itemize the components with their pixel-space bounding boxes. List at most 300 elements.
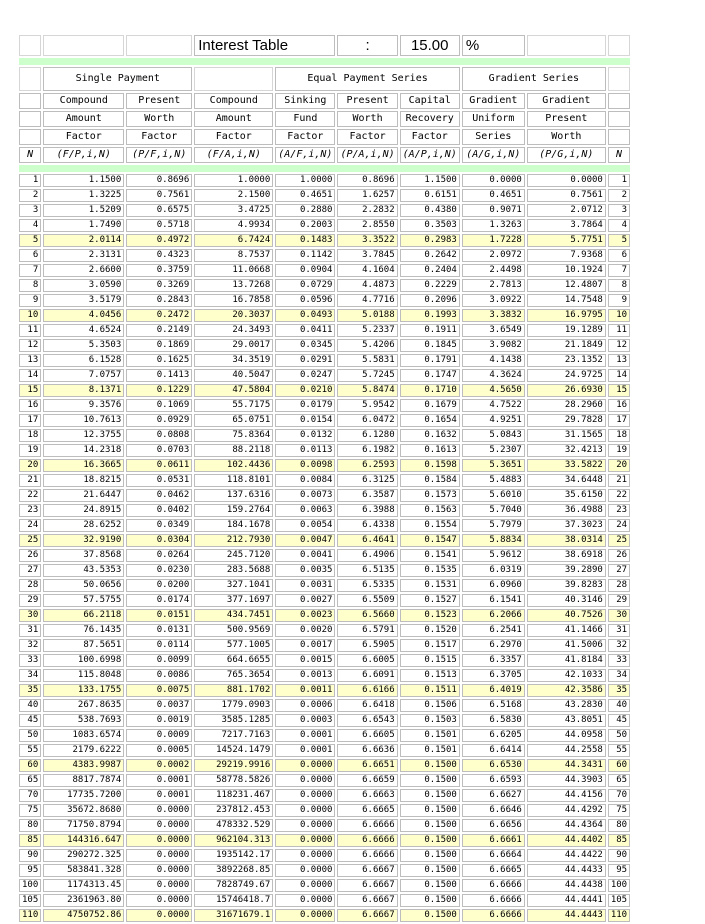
group-blank-cell	[194, 67, 273, 91]
column-header-cell: Capital	[400, 93, 460, 109]
factor-cell: 0.0000	[275, 759, 335, 772]
factor-cell: 66.2118	[43, 609, 124, 622]
factor-cell: 76.1435	[43, 624, 124, 637]
period-cell: 13	[608, 354, 630, 367]
factor-cell: 1.5209	[43, 204, 124, 217]
factor-cell: 87.5651	[43, 639, 124, 652]
period-cell: 14	[19, 369, 41, 382]
factor-cell: 40.7526	[527, 609, 606, 622]
table-row	[19, 249, 630, 262]
column-header-cell: Amount	[43, 111, 124, 127]
factor-cell: 0.1413	[126, 369, 192, 382]
factor-cell: 44.4422	[527, 849, 606, 862]
column-header-cell: N	[608, 147, 630, 163]
factor-cell: 0.0000	[275, 774, 335, 787]
factor-cell: 0.0013	[275, 669, 335, 682]
period-cell: 22	[19, 489, 41, 502]
period-cell: 8	[19, 279, 41, 292]
factor-cell: 0.4651	[462, 189, 525, 202]
factor-cell: 57.5755	[43, 594, 124, 607]
period-cell: 11	[19, 324, 41, 337]
factor-cell: 0.0131	[126, 624, 192, 637]
factor-cell: 0.1573	[400, 489, 460, 502]
period-cell: 13	[19, 354, 41, 367]
factor-cell: 6.3587	[337, 489, 397, 502]
factor-cell: 0.0000	[462, 174, 525, 187]
factor-cell: 133.1755	[43, 684, 124, 697]
factor-cell: 42.3586	[527, 684, 606, 697]
period-cell: 60	[608, 759, 630, 772]
factor-cell: 0.0174	[126, 594, 192, 607]
title-colon: :	[337, 35, 397, 56]
factor-cell: 2.7813	[462, 279, 525, 292]
factor-cell: 1.7228	[462, 234, 525, 247]
factor-cell: 2.0712	[527, 204, 606, 217]
factor-cell: 75.8364	[194, 429, 273, 442]
period-cell: 35	[608, 684, 630, 697]
period-cell: 100	[608, 879, 630, 892]
title-row	[19, 35, 630, 56]
factor-cell: 23.1352	[527, 354, 606, 367]
factor-cell: 3.3522	[337, 234, 397, 247]
factor-cell: 3.5179	[43, 294, 124, 307]
factor-cell: 0.3503	[400, 219, 460, 232]
period-cell: 18	[608, 429, 630, 442]
factor-cell: 2.8550	[337, 219, 397, 232]
factor-cell: 40.5047	[194, 369, 273, 382]
factor-cell: 0.0000	[275, 804, 335, 817]
table-row	[19, 519, 630, 532]
factor-cell: 6.4641	[337, 534, 397, 547]
factor-cell: 7.0757	[43, 369, 124, 382]
factor-cell: 0.1500	[400, 789, 460, 802]
factor-cell: 3.3832	[462, 309, 525, 322]
factor-cell: 4383.9987	[43, 759, 124, 772]
table-row	[19, 714, 630, 727]
factor-cell: 0.0001	[126, 774, 192, 787]
factor-cell: 0.6575	[126, 204, 192, 217]
factor-cell: 0.0000	[126, 819, 192, 832]
factor-cell: 6.6418	[337, 699, 397, 712]
factor-cell: 0.0001	[275, 744, 335, 757]
column-header-row	[19, 93, 630, 109]
factor-cell: 18.8215	[43, 474, 124, 487]
factor-cell: 6.2066	[462, 609, 525, 622]
factor-cell: 0.0151	[126, 609, 192, 622]
table-row	[19, 894, 630, 907]
factor-cell: 0.0009	[126, 729, 192, 742]
period-cell: 32	[608, 639, 630, 652]
separator-row	[19, 58, 630, 65]
factor-cell: 0.1229	[126, 384, 192, 397]
factor-cell: 0.1547	[400, 534, 460, 547]
period-cell: 34	[608, 669, 630, 682]
factor-cell: 44.4433	[527, 864, 606, 877]
column-header-cell: Worth	[126, 111, 192, 127]
group-header-row	[19, 67, 630, 91]
factor-cell: 39.8283	[527, 579, 606, 592]
factor-cell: 0.0047	[275, 534, 335, 547]
factor-cell: 32.4213	[527, 444, 606, 457]
factor-cell: 0.0000	[126, 849, 192, 862]
factor-cell: 4.4873	[337, 279, 397, 292]
factor-cell: 88.2118	[194, 444, 273, 457]
factor-cell: 1.1500	[43, 174, 124, 187]
separator-bar	[19, 58, 630, 65]
column-header-cell: Worth	[527, 129, 606, 145]
factor-cell: 2179.6222	[43, 744, 124, 757]
factor-cell: 0.1500	[400, 819, 460, 832]
factor-cell: 0.0023	[275, 609, 335, 622]
factor-cell: 6.5791	[337, 624, 397, 637]
table-row	[19, 489, 630, 502]
factor-cell: 50.0656	[43, 579, 124, 592]
table-row	[19, 564, 630, 577]
table-row	[19, 669, 630, 682]
period-cell: 40	[19, 699, 41, 712]
factor-cell: 0.0304	[126, 534, 192, 547]
factor-cell: 0.0291	[275, 354, 335, 367]
table-row	[19, 549, 630, 562]
factor-cell: 6.5168	[462, 699, 525, 712]
factor-cell: 6.1280	[337, 429, 397, 442]
factor-cell: 5.7245	[337, 369, 397, 382]
factor-cell: 44.2558	[527, 744, 606, 757]
period-cell: 90	[608, 849, 630, 862]
factor-cell: 0.1654	[400, 414, 460, 427]
factor-cell: 2.0114	[43, 234, 124, 247]
column-header-cell: Factor	[194, 129, 273, 145]
factor-cell: 6.6663	[337, 789, 397, 802]
table-row	[19, 909, 630, 922]
interest-table-container	[17, 33, 632, 924]
factor-cell: 5.4206	[337, 339, 397, 352]
column-header-cell: (P/G,i,N)	[527, 147, 606, 163]
factor-cell: 0.1500	[400, 774, 460, 787]
factor-cell: 0.1501	[400, 729, 460, 742]
factor-cell: 0.0000	[275, 909, 335, 922]
factor-cell: 100.6998	[43, 654, 124, 667]
factor-cell: 0.1710	[400, 384, 460, 397]
factor-cell: 0.0808	[126, 429, 192, 442]
factor-cell: 0.0000	[275, 834, 335, 847]
factor-cell: 44.4443	[527, 909, 606, 922]
factor-cell: 2.1500	[194, 189, 273, 202]
period-cell: 9	[19, 294, 41, 307]
period-cell: 17	[608, 414, 630, 427]
factor-cell: 58778.5826	[194, 774, 273, 787]
table-row	[19, 624, 630, 637]
period-cell: 30	[608, 609, 630, 622]
table-row	[19, 189, 630, 202]
factor-cell: 0.0015	[275, 654, 335, 667]
factor-cell: 42.1033	[527, 669, 606, 682]
period-cell: 19	[19, 444, 41, 457]
factor-cell: 0.1513	[400, 669, 460, 682]
column-header-cell: Uniform	[462, 111, 525, 127]
title-blank-cell	[43, 35, 124, 56]
column-header-cell: (F/P,i,N)	[43, 147, 124, 163]
factor-cell: 500.9569	[194, 624, 273, 637]
factor-cell: 6.6664	[462, 849, 525, 862]
factor-cell: 4.0456	[43, 309, 124, 322]
factor-cell: 5.9612	[462, 549, 525, 562]
column-header-cell: Factor	[275, 129, 335, 145]
table-row	[19, 339, 630, 352]
factor-cell: 5.9542	[337, 399, 397, 412]
factor-cell: 0.1747	[400, 369, 460, 382]
factor-cell: 0.0703	[126, 444, 192, 457]
factor-cell: 5.2307	[462, 444, 525, 457]
factor-cell: 0.0000	[527, 174, 606, 187]
factor-cell: 0.1500	[400, 759, 460, 772]
table-row	[19, 579, 630, 592]
factor-cell: 0.1535	[400, 564, 460, 577]
factor-cell: 0.1515	[400, 654, 460, 667]
interest-table	[17, 33, 632, 924]
table-row	[19, 759, 630, 772]
factor-cell: 5.6010	[462, 489, 525, 502]
period-cell: 65	[19, 774, 41, 787]
factor-cell: 4750752.86	[43, 909, 124, 922]
factor-cell: 0.0000	[275, 864, 335, 877]
period-cell: 3	[608, 204, 630, 217]
factor-cell: 0.0075	[126, 684, 192, 697]
period-cell: 55	[19, 744, 41, 757]
period-cell: 21	[19, 474, 41, 487]
factor-cell: 538.7693	[43, 714, 124, 727]
table-row	[19, 279, 630, 292]
factor-cell: 39.2890	[527, 564, 606, 577]
factor-cell: 6.2593	[337, 459, 397, 472]
factor-cell: 237812.453	[194, 804, 273, 817]
factor-cell: 3.7845	[337, 249, 397, 262]
table-row	[19, 789, 630, 802]
factor-cell: 0.1679	[400, 399, 460, 412]
factor-cell: 2.4498	[462, 264, 525, 277]
period-cell: 34	[19, 669, 41, 682]
table-row	[19, 264, 630, 277]
period-cell: 35	[19, 684, 41, 697]
factor-cell: 6.3705	[462, 669, 525, 682]
factor-cell: 377.1697	[194, 594, 273, 607]
factor-cell: 47.5804	[194, 384, 273, 397]
period-cell: 105	[19, 894, 41, 907]
factor-cell: 6.0472	[337, 414, 397, 427]
factor-cell: 5.7040	[462, 504, 525, 517]
factor-cell: 1174313.45	[43, 879, 124, 892]
column-header-row	[19, 129, 630, 145]
factor-cell: 3892268.85	[194, 864, 273, 877]
factor-cell: 40.3146	[527, 594, 606, 607]
period-cell: 7	[19, 264, 41, 277]
factor-cell: 41.1466	[527, 624, 606, 637]
group-single-payment: Single Payment	[43, 67, 192, 91]
factor-cell: 0.1500	[400, 834, 460, 847]
factor-cell: 137.6316	[194, 489, 273, 502]
factor-cell: 0.1531	[400, 579, 460, 592]
table-row	[19, 684, 630, 697]
period-cell: 22	[608, 489, 630, 502]
period-cell: 75	[19, 804, 41, 817]
factor-cell: 0.0345	[275, 339, 335, 352]
factor-cell: 0.0000	[126, 894, 192, 907]
period-cell: 70	[19, 789, 41, 802]
table-row	[19, 474, 630, 487]
factor-cell: 0.0000	[275, 819, 335, 832]
factor-cell: 43.2830	[527, 699, 606, 712]
factor-cell: 0.1791	[400, 354, 460, 367]
factor-cell: 3.4725	[194, 204, 273, 217]
table-row	[19, 609, 630, 622]
period-cell: 50	[19, 729, 41, 742]
factor-cell: 6.1541	[462, 594, 525, 607]
period-cell: 85	[608, 834, 630, 847]
factor-cell: 4.3624	[462, 369, 525, 382]
factor-cell: 0.1511	[400, 684, 460, 697]
table-row	[19, 504, 630, 517]
factor-cell: 6.6636	[337, 744, 397, 757]
period-cell: 17	[19, 414, 41, 427]
period-cell: 45	[608, 714, 630, 727]
period-cell: 31	[608, 624, 630, 637]
factor-cell: 0.0000	[275, 879, 335, 892]
table-row	[19, 174, 630, 187]
factor-cell: 0.1500	[400, 909, 460, 922]
period-cell: 20	[608, 459, 630, 472]
column-header-cell: Gradient	[462, 93, 525, 109]
period-cell: 6	[19, 249, 41, 262]
factor-cell: 26.6930	[527, 384, 606, 397]
factor-cell: 21.6447	[43, 489, 124, 502]
factor-cell: 184.1678	[194, 519, 273, 532]
factor-cell: 0.2880	[275, 204, 335, 217]
factor-cell: 0.0531	[126, 474, 192, 487]
factor-cell: 0.1500	[400, 894, 460, 907]
factor-cell: 0.0099	[126, 654, 192, 667]
table-row	[19, 459, 630, 472]
factor-cell: 159.2764	[194, 504, 273, 517]
group-gradient-series: Gradient Series	[462, 67, 606, 91]
factor-cell: 0.0114	[126, 639, 192, 652]
title-blank-cell	[126, 35, 192, 56]
factor-cell: 0.0000	[275, 849, 335, 862]
factor-cell: 0.8696	[126, 174, 192, 187]
table-row	[19, 384, 630, 397]
factor-cell: 0.1554	[400, 519, 460, 532]
factor-cell: 8.1371	[43, 384, 124, 397]
factor-cell: 0.1500	[400, 804, 460, 817]
period-cell: 5	[19, 234, 41, 247]
period-cell: 32	[19, 639, 41, 652]
factor-cell: 0.1541	[400, 549, 460, 562]
factor-cell: 43.8051	[527, 714, 606, 727]
factor-cell: 38.6918	[527, 549, 606, 562]
table-row	[19, 234, 630, 247]
table-row	[19, 864, 630, 877]
column-header-cell	[608, 111, 630, 127]
factor-cell: 3.0922	[462, 294, 525, 307]
column-header-cell: Factor	[400, 129, 460, 145]
factor-cell: 0.7561	[126, 189, 192, 202]
factor-cell: 577.1005	[194, 639, 273, 652]
factor-cell: 0.2642	[400, 249, 460, 262]
period-cell: 2	[608, 189, 630, 202]
column-header-cell	[19, 111, 41, 127]
factor-cell: 0.0132	[275, 429, 335, 442]
factor-cell: 0.1598	[400, 459, 460, 472]
factor-cell: 0.0001	[275, 729, 335, 742]
factor-cell: 10.1924	[527, 264, 606, 277]
period-cell: 30	[19, 609, 41, 622]
period-cell: 12	[19, 339, 41, 352]
period-cell: 4	[608, 219, 630, 232]
factor-cell: 5.3503	[43, 339, 124, 352]
period-cell: 2	[19, 189, 41, 202]
factor-cell: 881.1702	[194, 684, 273, 697]
factor-cell: 14.7548	[527, 294, 606, 307]
factor-cell: 10.7613	[43, 414, 124, 427]
factor-cell: 35.6150	[527, 489, 606, 502]
factor-cell: 0.0200	[126, 579, 192, 592]
period-cell: 40	[608, 699, 630, 712]
factor-cell: 44.4292	[527, 804, 606, 817]
factor-cell: 6.5135	[337, 564, 397, 577]
column-header-cell: Compound	[194, 93, 273, 109]
factor-cell: 290272.325	[43, 849, 124, 862]
factor-cell: 4.7716	[337, 294, 397, 307]
period-cell: 16	[608, 399, 630, 412]
factor-cell: 0.0005	[126, 744, 192, 757]
factor-cell: 21.1849	[527, 339, 606, 352]
factor-cell: 8817.7874	[43, 774, 124, 787]
table-row	[19, 444, 630, 457]
factor-cell: 0.1500	[400, 849, 460, 862]
factor-cell: 5.4883	[462, 474, 525, 487]
factor-cell: 44.4156	[527, 789, 606, 802]
table-row	[19, 744, 630, 757]
factor-cell: 0.0611	[126, 459, 192, 472]
column-header-cell: Factor	[126, 129, 192, 145]
factor-cell: 115.8048	[43, 669, 124, 682]
factor-cell: 12.4807	[527, 279, 606, 292]
factor-cell: 41.5006	[527, 639, 606, 652]
factor-cell: 0.0247	[275, 369, 335, 382]
column-header-cell	[19, 93, 41, 109]
factor-cell: 434.7451	[194, 609, 273, 622]
factor-cell: 962104.313	[194, 834, 273, 847]
column-header-cell: (A/F,i,N)	[275, 147, 335, 163]
factor-cell: 0.0493	[275, 309, 335, 322]
factor-cell: 6.6667	[337, 879, 397, 892]
factor-cell: 6.6659	[337, 774, 397, 787]
factor-cell: 0.1500	[400, 864, 460, 877]
factor-cell: 6.6666	[337, 819, 397, 832]
factor-cell: 44.4441	[527, 894, 606, 907]
factor-cell: 0.1506	[400, 699, 460, 712]
factor-cell: 5.2337	[337, 324, 397, 337]
period-cell: 6	[608, 249, 630, 262]
factor-cell: 583841.328	[43, 864, 124, 877]
factor-cell: 4.1604	[337, 264, 397, 277]
table-row	[19, 414, 630, 427]
factor-cell: 144316.647	[43, 834, 124, 847]
factor-cell: 0.0000	[275, 894, 335, 907]
factor-cell: 3.6549	[462, 324, 525, 337]
period-cell: 15	[19, 384, 41, 397]
factor-cell: 0.1517	[400, 639, 460, 652]
factor-cell: 44.0958	[527, 729, 606, 742]
